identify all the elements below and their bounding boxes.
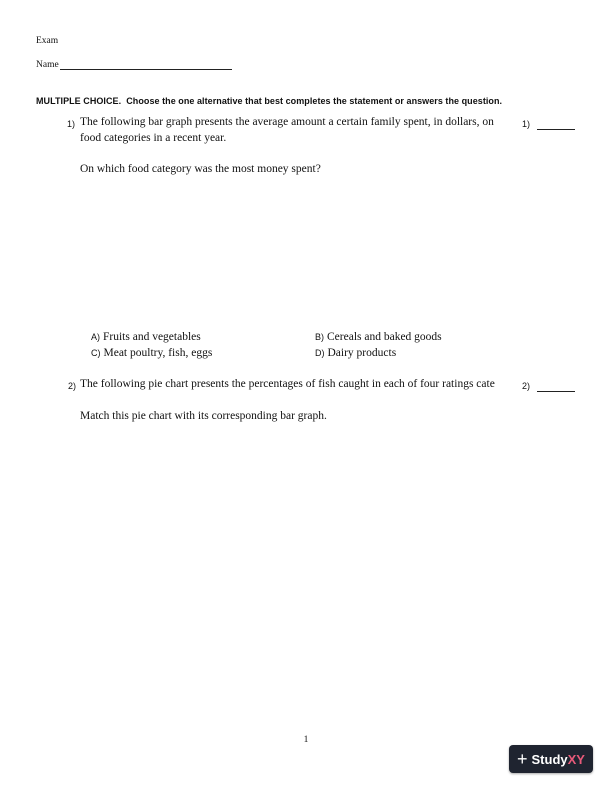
- question-2-text-line1: The following pie chart presents the percentages of fish caught in each of four ratings cate: [80, 378, 495, 390]
- question-2-number: 2): [68, 381, 77, 391]
- question-1-number: 1): [67, 119, 76, 129]
- option-d[interactable]: [315, 347, 396, 359]
- badge-brand-accent: XY: [567, 751, 585, 767]
- question-1-prompt: On which food category was the most money spent?: [80, 163, 321, 175]
- option-a-text: Fruits and vegetables: [103, 331, 201, 343]
- plus-icon: +: [517, 749, 528, 769]
- name-row: [36, 60, 232, 70]
- question-2-prompt: Match this pie chart with its corresponding bar graph.: [80, 410, 327, 422]
- option-d-text: Dairy products: [327, 347, 397, 359]
- name-blank-line: [60, 60, 232, 70]
- option-a-letter: A): [91, 332, 100, 342]
- answer-2-blank[interactable]: [537, 381, 575, 392]
- option-a[interactable]: [91, 331, 201, 343]
- option-d-letter: D): [315, 348, 325, 358]
- section-title: MULTIPLE CHOICE.: [36, 96, 122, 106]
- badge-brand-text: Study: [531, 751, 568, 767]
- option-c[interactable]: [91, 347, 212, 359]
- studyxy-logo-badge[interactable]: [509, 745, 593, 773]
- question-1-text-line2: food categories in a recent year.: [80, 132, 227, 144]
- option-b[interactable]: [315, 331, 442, 343]
- answer-1-blank[interactable]: [537, 119, 575, 130]
- option-c-letter: C): [91, 348, 101, 358]
- answer-2-number: 2): [522, 381, 531, 391]
- section-instructions: Choose the one alternative that best completes the statement or answers the question.: [126, 96, 503, 106]
- option-b-text: Cereals and baked goods: [327, 331, 442, 343]
- name-label: Name: [36, 60, 59, 70]
- question-1-text-line1: The following bar graph presents the average amount a certain family spent, in dollars, on: [80, 116, 494, 128]
- answer-1-number: 1): [522, 119, 531, 129]
- option-b-letter: B): [315, 332, 324, 342]
- section-header: [36, 96, 502, 106]
- page-number: 1: [303, 735, 309, 745]
- option-c-text: Meat poultry, fish, eggs: [103, 347, 213, 359]
- exam-label: Exam: [36, 36, 59, 46]
